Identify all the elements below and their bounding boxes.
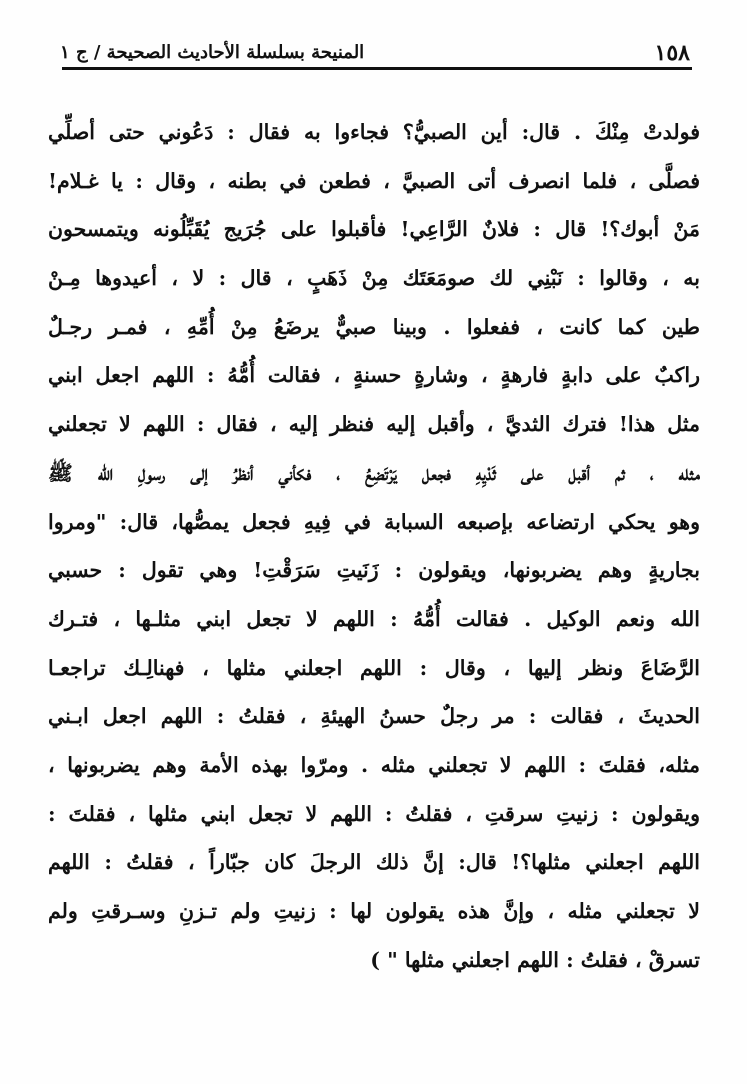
page-header — [60, 34, 690, 68]
text-line: مثله، فقلتَ : اللهم لا تجعلني مثله . ومرّوا بهذه الأمة وهم يضربونها ، — [48, 752, 700, 777]
body-text — [48, 108, 700, 984]
page-number: ١٥٨ — [654, 40, 690, 66]
text-line: وهو يحكي ارتضاعه بإصبعه السبابة في فِيهِ فجعل يمصُّها، قال: "ومروا — [48, 509, 700, 534]
text-line: مَنْ أبوك؟! قال : فلانٌ الرَّاعِي! فأقبلوا على جُرَيج يُقَبِّلُونه ويتمسحون — [48, 217, 700, 242]
text-line: الرَّضَاعَ ونظر إليها ، وقال : اللهم اجعلني مثلها ، فهنالِـك تراجعـا — [48, 655, 700, 680]
text-line: فولدتْ مِنْكَ . قال: أين الصبيُّ؟ فجاءوا به فقال : دَعُوني حتى أصلِّي — [48, 120, 700, 144]
text-line: مثله ، ثم أقبل على ثَدْيِهِ فجعل يَرْتَضِعُ ، فكأني أنظرُ إلى رسولِ الله ﷺ — [48, 460, 700, 485]
text-line: طين كما كانت ، ففعلوا . وبينا صبيٌّ يرضَعُ مِنْ أُمِّهِ ، فمـر رجـلٌ — [48, 314, 700, 339]
text-line: تسرقْ ، فقلتُ : اللهم اجعلني مثلها " ) — [370, 947, 700, 972]
text-line: مثل هذا! فترك الثديَّ ، وأقبل إليه فنظر إليه ، فقال : اللهم لا تجعلني — [48, 412, 700, 437]
text-line: بجاريةٍ وهم يضربونها، ويقولون : زَنَيتِ سَرَقْتِ! وهي تقول : حسبي — [48, 558, 700, 583]
text-line: به ، وقالوا : نَبْنِي لك صومَعَتَك مِنْ ذَهَبٍ ، قال : لا ، أعيدوها مِـنْ — [48, 266, 700, 291]
text-line: الحديثَ ، فقالت : مر رجلٌ حسنُ الهيئةِ ، فقلتُ : اللهم اجعل ابـني — [48, 704, 700, 729]
text-line: لا تجعلني مثله ، وإنَّ هذه يقولون لها : زنيتِ ولم تـزنِ وسـرقتِ ولم — [48, 899, 700, 923]
text-line: الله ونعم الوكيل . فقالت أُمُّهُ : اللهم لا تجعل ابني مثلـها ، فتـرك — [48, 606, 700, 631]
text-line: ويقولون : زنيتِ سرقتِ ، فقلتُ : اللهم لا تجعل ابني مثلها ، فقلتَ : — [48, 801, 700, 826]
header-rule — [62, 67, 692, 70]
text-line: راكبٌ على دابةٍ فارهةٍ ، وشارةٍ حسنةٍ ، فقالت أُمُّهُ : اللهم اجعل ابني — [48, 363, 700, 388]
text-line: اللهم اجعلني مثلها؟! قال: إنَّ ذلك الرجلَ كان جبّاراً ، فقلتُ : اللهم — [48, 850, 700, 875]
running-title: المنيحة بسلسلة الأحاديث الصحيحة / ج ١ — [60, 42, 365, 63]
text-line: فصلَّى ، فلما انصرف أتى الصبيَّ ، فطعن في بطنه ، وقال : يا غـلام! — [48, 168, 700, 193]
